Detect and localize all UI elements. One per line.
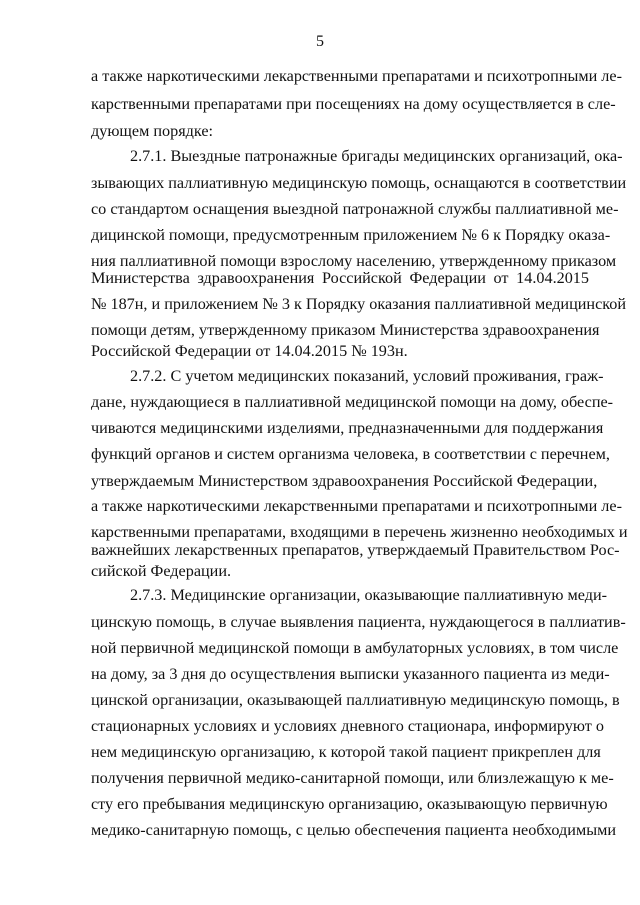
text-line: Министерства здравоохранения Российской Федерации от 14.04.2015 — [91, 269, 589, 287]
text-line: стационарных условиях и условиях дневного стационара, информируют о — [91, 717, 604, 735]
text-line: Российской Федерации от 14.04.2015 № 193н. — [91, 342, 408, 360]
text-line: важнейших лекарственных препаратов, утверждаемый Правительством Рос- — [91, 541, 620, 559]
text-line: утверждаемым Министерством здравоохранения Российской Федерации, — [91, 472, 598, 490]
text-line: № 187н, и приложением № 3 к Порядку оказания паллиативной медицинской — [91, 295, 627, 313]
text-line: на дому, за 3 дня до осуществления выписки указанного пациента из меди- — [91, 665, 610, 683]
paragraph-start-2-7-1: 2.7.1. Выездные патронажные бригады медицинских организаций, ока- — [130, 147, 623, 165]
text-line: зывающих паллиативную медицинскую помощь, оснащаются в соответствии — [91, 174, 627, 192]
text-line: а также наркотическими лекарственными препаратами и психотропными ле- — [91, 67, 622, 85]
text-line: цинскую помощь, в случае выявления пациента, нуждающегося в паллиатив- — [91, 613, 626, 631]
text-line: получения первичной медико-санитарной помощи, или близлежащую к ме- — [91, 769, 614, 787]
text-line: со стандартом оснащения выездной патронажной службы паллиативной ме- — [91, 200, 619, 218]
text-line: ной первичной медицинской помощи в амбулаторных условиях, в том числе — [91, 639, 619, 657]
paragraph-start-2-7-3: 2.7.3. Медицинские организации, оказывающие паллиативную меди- — [130, 586, 608, 604]
text-line: медико-санитарную помощь, с целью обеспечения пациента необходимыми — [91, 821, 616, 839]
text-line: карственными препаратами при посещениях на дому осуществляется в сле- — [91, 95, 616, 113]
text-line: а также наркотическими лекарственными препаратами и психотропными ле- — [91, 497, 622, 515]
text-line: сийской Федерации. — [91, 562, 232, 580]
text-line: помощи детям, утвержденному приказом Министерства здравоохранения — [91, 321, 600, 339]
text-line: дицинской помощи, предусмотренным приложением № 6 к Порядку оказа- — [91, 226, 611, 244]
page-number: 5 — [316, 33, 324, 50]
text-line: функций органов и систем организма человека, в соответствии с перечнем, — [91, 445, 610, 463]
text-line: ния паллиативной помощи взрослому населению, утвержденному приказом — [91, 252, 617, 270]
text-line: чиваются медицинскими изделиями, предназначенными для поддержания — [91, 419, 604, 437]
text-line: сту его пребывания медицинскую организацию, оказывающую первичную — [91, 795, 608, 813]
text-line: дане, нуждающиеся в паллиативной медицинской помощи на дому, обеспе- — [91, 393, 614, 411]
paragraph-start-2-7-2: 2.7.2. С учетом медицинских показаний, условий проживания, граж- — [130, 367, 604, 385]
text-line: карственными препаратами, входящими в перечень жизненно необходимых и — [91, 523, 628, 541]
text-line: цинской организации, оказывающей паллиативную медицинскую помощь, в — [91, 691, 620, 709]
text-line: дующем порядке: — [91, 122, 214, 140]
text-line: нем медицинскую организацию, к которой такой пациент прикреплен для — [91, 743, 601, 761]
